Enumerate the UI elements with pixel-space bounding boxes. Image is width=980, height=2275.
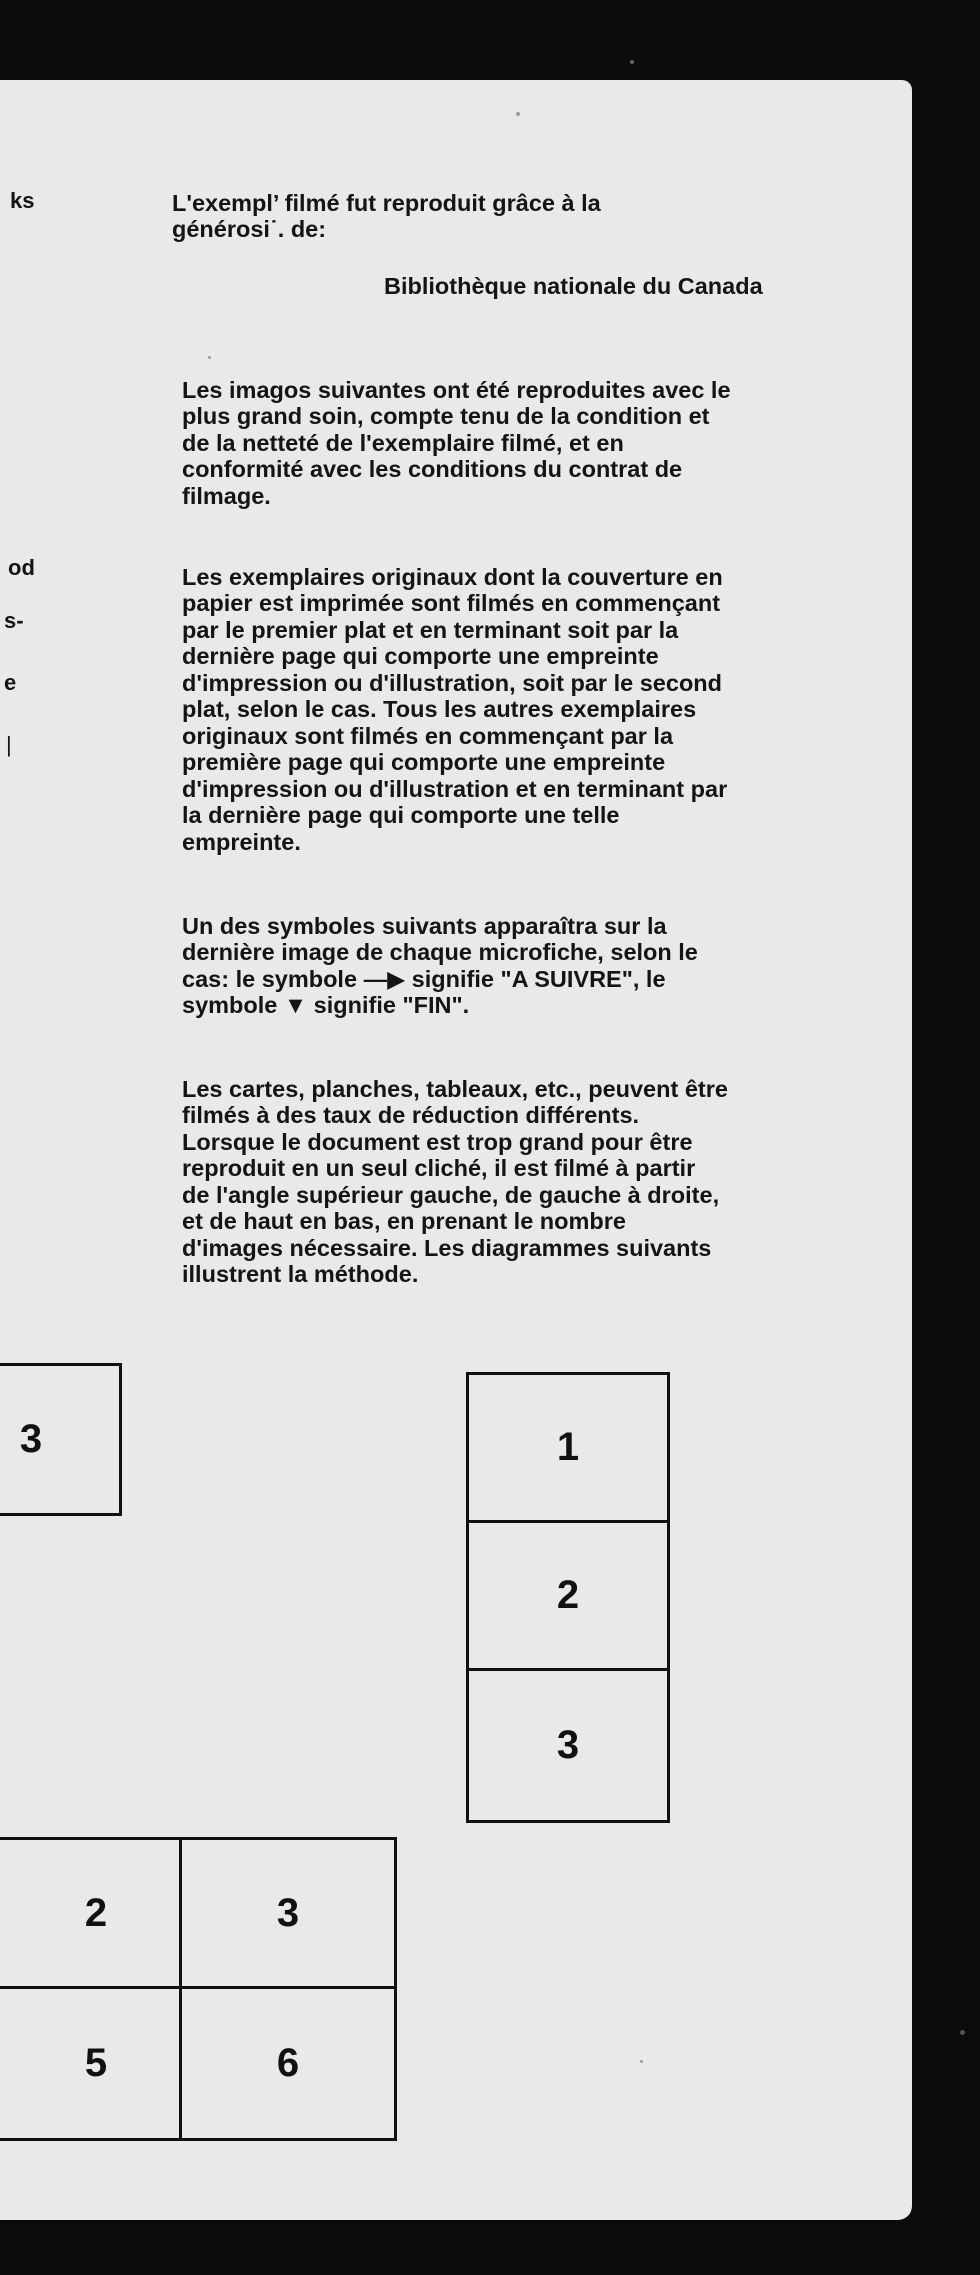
paragraph-line: cas: le symbole —▶ signifie "A SUIVRE", le xyxy=(182,966,666,992)
paragraph-line: Les cartes, planches, tableaux, etc., peuvent être xyxy=(182,1076,728,1102)
paragraph-line: d'impression ou d'illustration, soit par le second xyxy=(182,670,723,696)
diagram-cell: 3 xyxy=(556,1723,580,1767)
left-fragment: e xyxy=(4,670,17,695)
paragraph-line: originaux sont filmés en commençant par la xyxy=(182,723,674,749)
film-speck xyxy=(630,60,634,64)
left-fragment: od xyxy=(8,555,35,580)
dust-speck xyxy=(640,2060,643,2063)
left-fragment: | xyxy=(6,732,12,757)
paragraph-line: reproduit en un seul cliché, il est filmé à partir xyxy=(182,1155,696,1181)
paragraph-line: filmés à des taux de réduction différents. xyxy=(182,1102,640,1128)
paragraph-line: Lorsque le document est trop grand pour être xyxy=(182,1129,693,1155)
paragraph-line: empreinte. xyxy=(182,829,301,855)
left-fragment: ks xyxy=(10,188,35,213)
paragraph-line: et de haut en bas, en prenant le nombre xyxy=(182,1208,626,1234)
diagram-single-row xyxy=(0,1363,122,1516)
microfilm-page xyxy=(0,80,912,2220)
paragraph-line: d'images nécessaire. Les diagrammes suivants xyxy=(182,1235,712,1261)
paragraph-line: plat, selon le cas. Tous les autres exemplaires xyxy=(182,696,697,722)
paragraph-line: Les imagos suivantes ont été reproduites avec le xyxy=(182,377,731,403)
paragraph-line: la dernière page qui comporte une telle xyxy=(182,802,620,828)
diagram-cell: 2 xyxy=(84,1890,108,1935)
paragraph-line: d'impression ou d'illustration et en terminant par xyxy=(182,776,728,802)
diagram-cell: 1 xyxy=(469,1375,667,1523)
paragraph-line: conformité avec les conditions du contrat de xyxy=(182,456,683,482)
film-speck xyxy=(960,2030,965,2035)
paragraph-line: par le premier plat et en terminant soit par la xyxy=(182,617,679,643)
paragraph-line: symbole ▼ signifie "FIN". xyxy=(182,992,470,1018)
paragraph-line: de l'angle supérieur gauche, de gauche à droite, xyxy=(182,1182,720,1208)
diagram-cell: 2 xyxy=(469,1523,667,1671)
diagram-cell: 6 xyxy=(276,2041,300,2085)
diagram-grid xyxy=(0,1837,397,2141)
library-name: Bibliothèque nationale du Canada xyxy=(384,273,763,299)
diagram-vertical xyxy=(466,1372,670,1823)
header-line: L'exempl’ filmé fut reproduit grâce à la xyxy=(172,190,601,216)
paragraph-line: dernière image de chaque microfiche, selon le xyxy=(182,939,698,965)
diagram-cell: 3 xyxy=(19,1417,43,1461)
header-line: générosi˙. de: xyxy=(172,216,327,242)
paragraph-line: première page qui comporte une empreinte xyxy=(182,749,666,775)
paragraph-line: filmage. xyxy=(182,483,271,509)
paragraph-line: dernière page qui comporte une empreinte xyxy=(182,643,659,669)
diagram-cell: 3 xyxy=(276,1890,300,1935)
paragraph-line: Les exemplaires originaux dont la couverture en xyxy=(182,564,723,590)
paragraph-line: papier est imprimée sont filmés en commençant xyxy=(182,590,721,616)
dust-speck xyxy=(208,356,211,359)
paragraph-line: de la netteté de l'exemplaire filmé, et en xyxy=(182,430,624,456)
paragraph-line: Un des symboles suivants apparaîtra sur la xyxy=(182,913,667,939)
dust-speck xyxy=(516,112,520,116)
left-fragment: s- xyxy=(4,608,24,633)
paragraph-line: plus grand soin, compte tenu de la condition et xyxy=(182,403,710,429)
diagram-cell: 5 xyxy=(84,2041,108,2085)
paragraph-line: illustrent la méthode. xyxy=(182,1261,419,1287)
